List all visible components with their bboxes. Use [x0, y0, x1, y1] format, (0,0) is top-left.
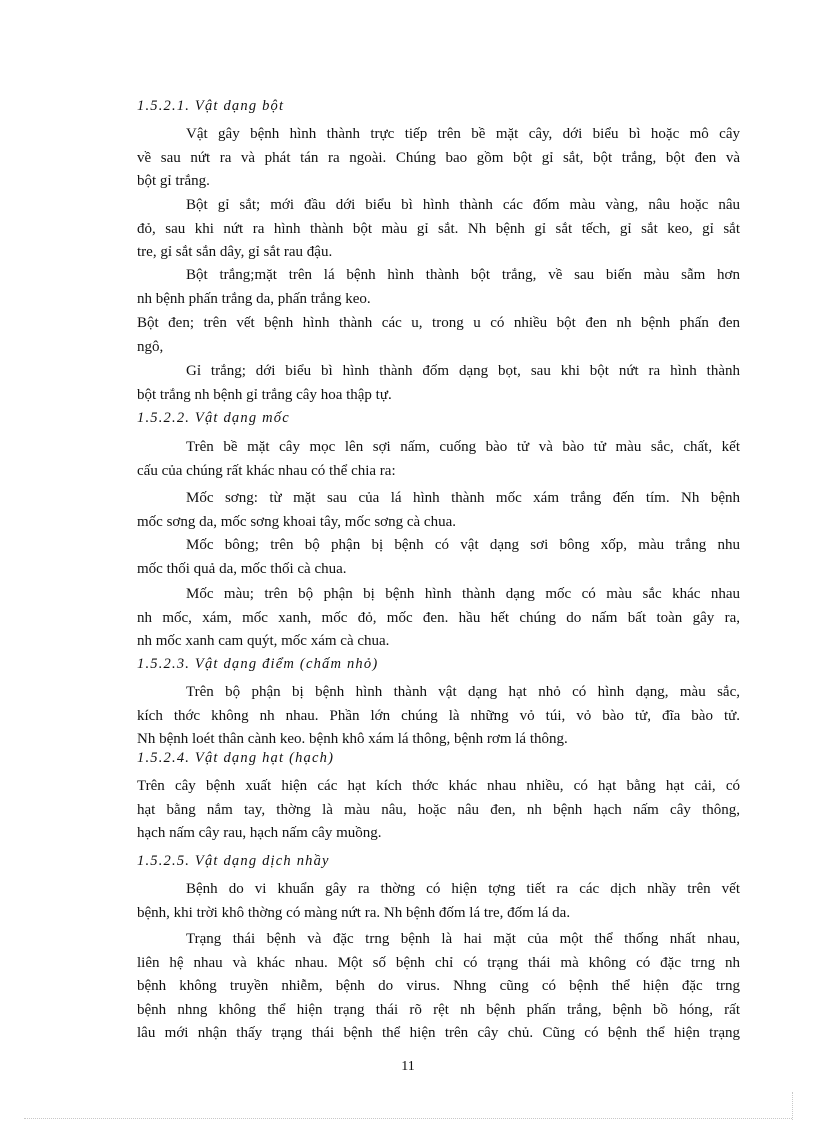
paragraph-line: Bột đen; trên vết bệnh hình thành các u, trong u có nhiều bột đen nh bệnh phấn đen — [137, 315, 740, 331]
section-heading: 1.5.2.5. Vật dạng dịch nhầy — [137, 853, 330, 869]
paragraph-line: nh mốc, xám, mốc xanh, mốc đỏ, mốc đen. hầu hết chúng do nấm bất toàn gây ra, — [137, 609, 740, 626]
paragraph-line: bệnh nhng không thể hiện trạng thái rõ rệt nh bệnh phấn trắng, bệnh bồ hóng, rất — [137, 1001, 740, 1018]
paragraph-line: tre, gỉ sắt sắn dây, gỉ sắt rau đậu. — [137, 244, 333, 260]
page-number: 11 — [401, 1059, 415, 1074]
paragraph-line: mốc sơng da, mốc sơng khoai tây, mốc sơng cà chua. — [137, 513, 456, 530]
paragraph-line: Trạng thái bệnh và đặc trng bệnh là hai mặt của một thể thống nhất nhau, — [186, 931, 740, 947]
paragraph-line: Bệnh do vi khuẩn gây ra thờng có hiện tợng tiết ra các dịch nhầy trên vết — [186, 881, 740, 897]
paragraph-line: liên hệ nhau và khác nhau. Một số bệnh chỉ có trạng thái mà không có đặc trng nh — [137, 954, 740, 971]
paragraph-line: cấu của chúng rất khác nhau có thể chia ra: — [137, 462, 396, 479]
paragraph-line: về sau nứt ra và phát tán ra ngoài. Chúng bao gồm bột gỉ sắt, bột trắng, bột đen và — [137, 149, 740, 166]
paragraph-line: hạt bằng nắm tay, thờng là màu nâu, hoặc nâu đen, nh bệnh hạch nấm cây thông, — [137, 801, 740, 818]
section-heading: 1.5.2.2. Vật dạng mốc — [137, 410, 290, 426]
paragraph-line: mốc thối quả da, mốc thối cà chua. — [137, 560, 347, 577]
paragraph-line: lâu mới nhận thấy trạng thái bệnh thể hiện trên cây chủ. Cũng có bệnh thể hiện trạng — [137, 1025, 740, 1041]
paragraph-line: hạch nấm cây rau, hạch nấm cây muồng. — [137, 825, 382, 841]
paragraph-line: Vật gây bệnh hình thành trực tiếp trên bề mặt cây, dới biểu bì hoặc mô cây — [186, 126, 740, 142]
paragraph-line: nh bệnh phấn trắng da, phấn trắng keo. — [137, 290, 371, 307]
paragraph-line: Mốc sơng: từ mặt sau của lá hình thành mốc xám trắng đến tím. Nh bệnh — [186, 490, 740, 506]
section-heading: 1.5.2.3. Vật dạng điểm (chấm nhỏ) — [137, 656, 379, 672]
paragraph-line: bột gỉ trắng. — [137, 173, 210, 189]
paragraph-line: bệnh, khi trời khô thờng có màng nứt ra. Nh bệnh đốm lá tre, đốm lá da. — [137, 904, 571, 921]
paragraph-line: Bột trắng;mặt trên lá bệnh hình thành bột trắng, về sau biến màu sẫm hơn — [186, 267, 740, 283]
paragraph-line: Trên bộ phận bị bệnh hình thành vật dạng hạt nhỏ có hình dạng, màu sắc, — [186, 684, 740, 700]
paragraph-line: Mốc màu; trên bộ phận bị bệnh hình thành dạng mốc có màu sắc khác nhau — [186, 586, 740, 602]
margin-boundary-line — [792, 1092, 793, 1120]
paragraph-line: bệnh không truyền nhiễm, bệnh do virus. Nhng cũng có bệnh thể hiện đặc trng — [137, 978, 740, 994]
paragraph-line: bột trắng nh bệnh gỉ trắng cây hoa thập tự. — [137, 386, 392, 403]
paragraph-line: Mốc bông; trên bộ phận bị bệnh có vật dạng sơi bông xốp, màu trắng nhu — [186, 537, 740, 553]
paragraph-line: Gỉ trắng; dới biểu bì hình thành đốm dạng bọt, sau khi bột nứt ra hình thành — [186, 363, 740, 379]
paragraph-line: nh mốc xanh cam quýt, mốc xám cà chua. — [137, 633, 390, 649]
page-boundary-line — [24, 1118, 792, 1119]
paragraph-line: ngô, — [137, 338, 164, 355]
paragraph-line: đỏ, sau khi nứt ra hình thành bột màu gỉ sắt. Nh bệnh gỉ sắt tếch, gỉ sắt keo, gỉ sắt — [137, 220, 740, 237]
paragraph-line: Trên bề mặt cây mọc lên sợi nấm, cuống bào tử và bào tử màu sắc, chất, kết — [186, 439, 740, 455]
section-heading: 1.5.2.4. Vật dạng hạt (hạch) — [137, 750, 335, 766]
paragraph-line: kích thớc không nh nhau. Phần lớn chúng là những vỏ túi, vỏ bào tử, đĩa bào tử. — [137, 707, 740, 724]
paragraph-line: Bột gỉ sắt; mới đầu dới biểu bì hình thành các đốm màu vàng, nâu hoặc nâu — [186, 197, 740, 213]
section-heading: 1.5.2.1. Vật dạng bột — [137, 98, 285, 114]
paragraph-line: Nh bệnh loét thân cành keo. bệnh khô xám lá thông, bệnh rơm lá thông. — [137, 731, 568, 747]
paragraph-line: Trên cây bệnh xuất hiện các hạt kích thớc khác nhau nhiều, có hạt bằng hạt cải, có — [137, 778, 740, 794]
